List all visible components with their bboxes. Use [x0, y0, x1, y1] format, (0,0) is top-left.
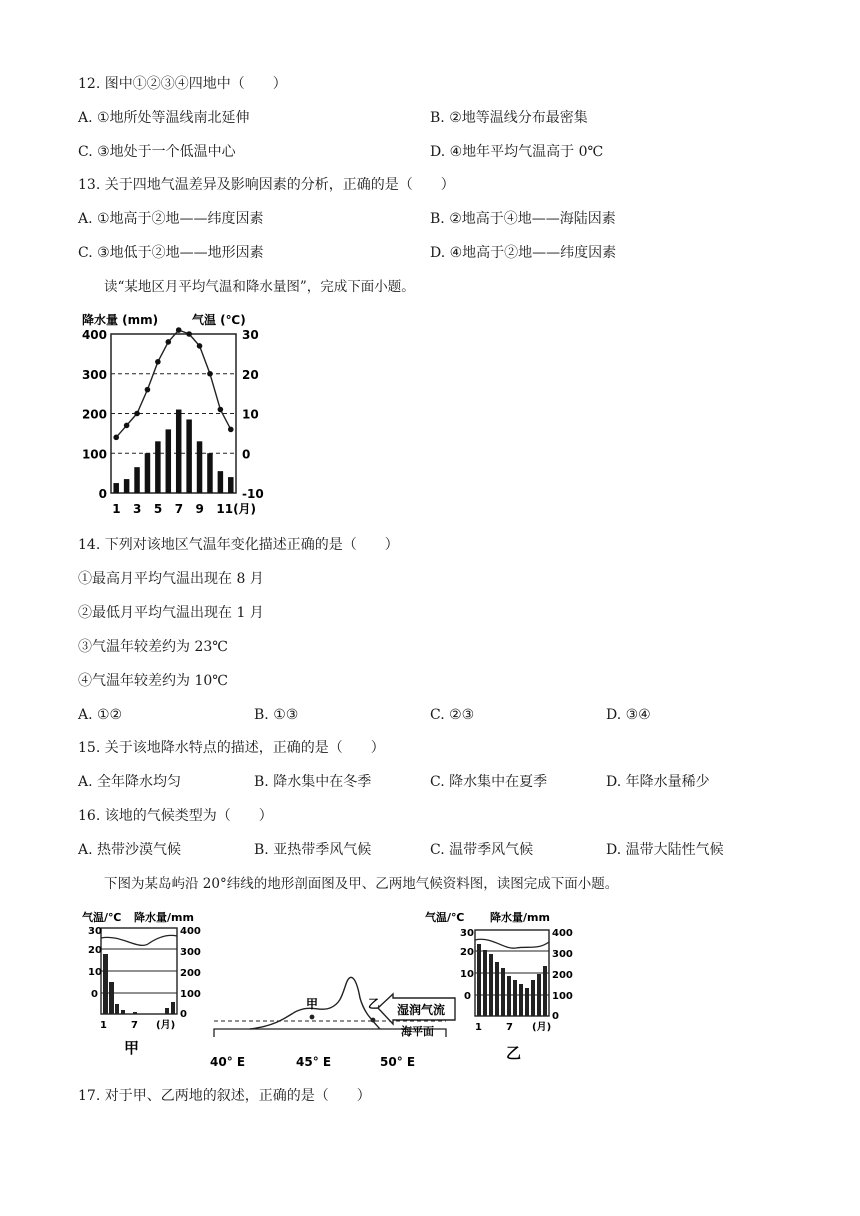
jia-right-tick: 400 [180, 926, 201, 937]
intro-island-profile: 下图为某岛屿沿 20°纬线的地形剖面图及甲、乙两地气候资料图，读图完成下面小题。 [104, 876, 619, 892]
q13-option-c: C. ③地低于②地——地形因素 [78, 245, 264, 261]
temp-point [228, 427, 234, 433]
chart-right-axis-label: 气温 (℃) [192, 313, 246, 327]
q16-option-b: B. 亚热带季风气候 [254, 842, 372, 858]
q13-option-b: B. ②地高于④地——海陆因素 [430, 211, 616, 227]
yi-name: 乙 [506, 1044, 522, 1062]
q16-stem: 16. 该地的气候类型为（ ） [78, 808, 273, 824]
temp-point [113, 435, 119, 441]
right-tick-label: 30 [242, 328, 259, 342]
yi-right-tick: 200 [552, 970, 573, 981]
q14-option-d: D. ③④ [606, 707, 651, 723]
precip-bar [155, 441, 161, 493]
profile-jia-label: 甲 [306, 997, 319, 1011]
temp-point [197, 343, 203, 349]
precip-bar [218, 471, 224, 493]
q16-option-c: C. 温带季风气候 [430, 842, 534, 858]
q15-option-a: A. 全年降水均匀 [78, 774, 182, 790]
jia-right-axis-label: 降水量/mm [134, 911, 194, 924]
climate-chart [80, 308, 280, 524]
lon-40-label: 40° E [210, 1055, 246, 1069]
yi-right-tick: 100 [552, 991, 573, 1002]
q15-option-b: B. 降水集中在冬季 [254, 774, 372, 790]
jia-right-tick: 100 [180, 989, 201, 1000]
temp-point [134, 411, 140, 417]
jia-x-tick: 1 [100, 1020, 107, 1031]
precip-bar [197, 441, 203, 493]
jia-left-tick: 0 [91, 989, 98, 1000]
jia-name: 甲 [124, 1039, 140, 1057]
yi-left-axis-label: 气温/℃ [425, 911, 465, 924]
q14-option-c: C. ②③ [430, 707, 475, 723]
right-tick-label: 20 [242, 367, 259, 382]
jia-left-axis-label: 气温/℃ [82, 911, 122, 924]
q13-stem: 13. 关于四地气温差异及影响因素的分析，正确的是（ ） [78, 177, 455, 193]
precip-bar [176, 410, 182, 493]
jia-x-tick: 7 [131, 1020, 138, 1031]
jia-x-tick: (月) [156, 1020, 176, 1031]
intro-climate-chart: 读“某地区月平均气温和降水量图”，完成下面小题。 [104, 279, 415, 295]
x-tick-label: 1 [112, 502, 121, 516]
precip-bar [134, 467, 140, 493]
precip-bar [113, 483, 119, 493]
q12-option-d: D. ④地年平均气温高于 0℃ [430, 144, 604, 160]
airflow-label: 湿润气流 [397, 1003, 446, 1017]
jia-right-tick: 200 [180, 968, 201, 979]
precip-bar [166, 429, 172, 493]
yi-left-tick: 0 [464, 991, 471, 1002]
jia-right-tick: 0 [180, 1009, 187, 1020]
yi-left-tick: 20 [460, 947, 474, 958]
q12-option-c: C. ③地处于一个低温中心 [78, 144, 236, 160]
q14-statement-1: ①最高月平均气温出现在 8 月 [78, 571, 264, 587]
q13-option-d: D. ④地高于②地——纬度因素 [430, 245, 617, 261]
q14-stem: 14. 下列对该地区气温年变化描述正确的是（ ） [78, 537, 399, 553]
q12-stem: 12. 图中①②③④四地中（ ） [78, 76, 287, 92]
sea-level-label: 海平面 [401, 1025, 434, 1038]
temp-line [116, 330, 231, 437]
q15-option-d: D. 年降水量稀少 [606, 774, 710, 790]
temp-point [176, 327, 182, 333]
precip-bar [207, 453, 213, 493]
left-tick-label: 100 [81, 447, 107, 462]
x-tick-label: 7 [174, 502, 184, 516]
lon-45-label: 45° E [296, 1055, 332, 1069]
q13-option-a: A. ①地高于②地——纬度因素 [78, 211, 264, 227]
yi-climate-chart [425, 910, 573, 1062]
terrain-profile [210, 977, 455, 1069]
temp-point [186, 331, 192, 337]
precip-bar [124, 479, 130, 493]
x-tick-label: 3 [133, 502, 142, 516]
q16-option-a: A. 热带沙漠气候 [78, 842, 182, 858]
q12-option-b: B. ②地等温线分布最密集 [430, 110, 588, 126]
yi-right-tick: 0 [552, 1011, 559, 1022]
right-tick-label: -10 [242, 487, 264, 501]
yi-right-tick: 400 [552, 928, 573, 939]
left-tick-label: 0 [98, 487, 107, 501]
q14-option-a: A. ①② [78, 707, 123, 723]
left-tick-label: 300 [81, 367, 107, 382]
yi-right-axis-label: 降水量/mm [490, 911, 550, 924]
precip-bar [186, 419, 192, 493]
yi-left-tick: 10 [460, 969, 474, 980]
q14-statement-4: ④气温年较差约为 10℃ [78, 673, 228, 689]
jia-climate-chart [82, 910, 201, 1057]
q14-statement-2: ②最低月平均气温出现在 1 月 [78, 605, 264, 621]
yi-x-tick: (月) [532, 1022, 552, 1033]
jia-right-tick: 300 [180, 947, 201, 958]
right-tick-label: 10 [242, 407, 259, 422]
q15-stem: 15. 关于该地降水特点的描述，正确的是（ ） [78, 740, 385, 756]
x-tick-label: 11(月) [216, 502, 257, 516]
profile-yi-label: 乙 [368, 997, 381, 1011]
yi-left-tick: 30 [460, 928, 474, 939]
chart-left-axis-label: 降水量 (mm) [82, 313, 159, 327]
x-tick-label: 9 [195, 502, 204, 516]
jia-left-tick: 10 [88, 967, 102, 978]
precip-bar [145, 453, 151, 493]
temp-point [218, 407, 224, 413]
left-tick-label: 200 [81, 407, 107, 422]
q16-option-d: D. 温带大陆性气候 [606, 842, 724, 858]
lon-50-label: 50° E [380, 1055, 416, 1069]
yi-right-tick: 300 [552, 949, 573, 960]
temp-point [165, 339, 171, 345]
right-tick-label: 0 [242, 447, 251, 462]
q12-option-a: A. ①地所处等温线南北延伸 [78, 110, 250, 126]
q15-option-c: C. 降水集中在夏季 [430, 774, 548, 790]
precip-bar [228, 477, 234, 493]
temp-point [145, 387, 151, 393]
x-tick-label: 5 [153, 502, 163, 516]
yi-x-tick: 7 [506, 1022, 513, 1033]
temp-point [124, 423, 130, 429]
temp-point [155, 359, 161, 365]
temp-point [207, 371, 213, 377]
island-profile-figure [80, 904, 760, 1074]
q17-stem: 17. 对于甲、乙两地的叙述，正确的是（ ） [78, 1088, 371, 1104]
jia-left-tick: 20 [88, 945, 102, 956]
q14-option-b: B. ①③ [254, 707, 299, 723]
left-tick-label: 400 [81, 328, 107, 342]
q14-statement-3: ③气温年较差约为 23℃ [78, 639, 228, 655]
yi-x-tick: 1 [475, 1022, 482, 1033]
jia-left-tick: 30 [88, 926, 102, 937]
